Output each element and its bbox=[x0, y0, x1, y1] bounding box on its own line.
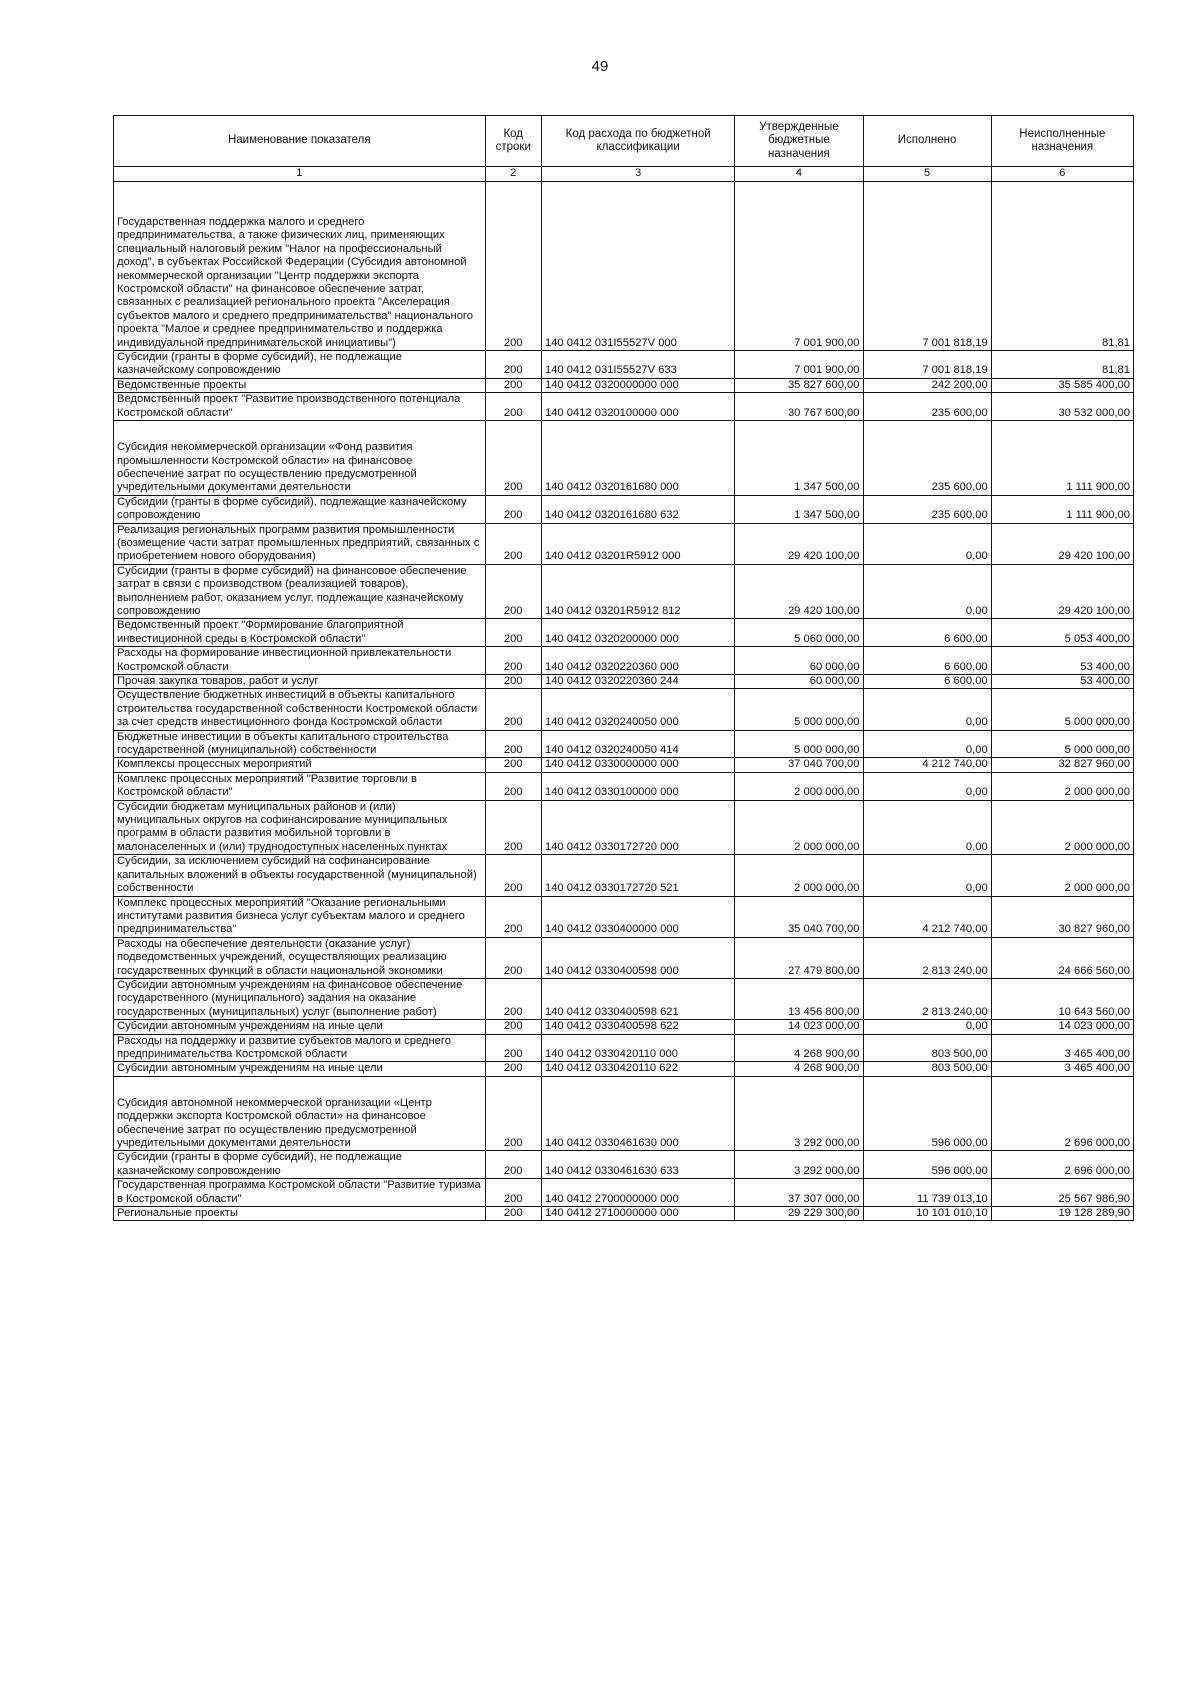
column-number: 2 bbox=[485, 167, 541, 182]
row-expense-code: 140 0412 031I55527V 000 bbox=[541, 182, 734, 351]
row-unexecuted: 14 023 000,00 bbox=[991, 1020, 1133, 1034]
row-approved: 7 001 900,00 bbox=[735, 182, 863, 351]
row-expense-code: 140 0412 0320200000 000 bbox=[541, 619, 734, 647]
row-line-code: 200 bbox=[485, 800, 541, 855]
row-unexecuted: 24 666 560,00 bbox=[991, 937, 1133, 978]
table-row bbox=[114, 378, 1134, 392]
row-executed: 596 000,00 bbox=[863, 1151, 991, 1179]
row-line-code: 200 bbox=[485, 1020, 541, 1034]
row-expense-code: 140 0412 0330400598 621 bbox=[541, 978, 734, 1019]
row-name: Расходы на обеспечение деятельности (оказание услуг) подведомственных учреждений, осуществляющих реализацию государственных функций в области национальной экономики bbox=[114, 937, 486, 978]
table-row bbox=[114, 978, 1134, 1019]
row-approved: 5 060 000,00 bbox=[735, 619, 863, 647]
row-approved: 30 767 600,00 bbox=[735, 393, 863, 421]
column-number: 4 bbox=[735, 167, 863, 182]
page-number: 49 bbox=[591, 58, 609, 75]
row-approved: 5 000 000,00 bbox=[735, 689, 863, 730]
row-line-code: 200 bbox=[485, 1179, 541, 1207]
row-approved: 2 000 000,00 bbox=[735, 772, 863, 800]
row-unexecuted: 29 420 100,00 bbox=[991, 564, 1133, 619]
row-unexecuted: 5 000 000,00 bbox=[991, 730, 1133, 758]
row-expense-code: 140 0412 0320220360 244 bbox=[541, 675, 734, 689]
row-approved: 37 040 700,00 bbox=[735, 758, 863, 772]
row-name: Государственная поддержка малого и среднего предпринимательства, а также физических лиц, применяющих специальный налоговый режим "Налог на профессиональный доход", в субъектах Российской Федерации (Субсидия автономной некоммерческой организации "Центр поддержки экспорта Костромской области" на финансовое обеспечение затрат, связанных с реализацией регионального проекта "Акселерация субъектов малого и среднего предпринимательства" национального проекта "Малое и среднее предпринимательство и поддержка индивидуальной предпринимательской инициативы") bbox=[114, 182, 486, 351]
row-executed: 0,00 bbox=[863, 730, 991, 758]
row-executed: 242 200,00 bbox=[863, 378, 991, 392]
row-approved: 13 456 800,00 bbox=[735, 978, 863, 1019]
row-line-code: 200 bbox=[485, 495, 541, 523]
header-expense-code: Код расхода по бюджетной классификации bbox=[541, 116, 734, 167]
row-line-code: 200 bbox=[485, 1062, 541, 1076]
row-executed: 235 600,00 bbox=[863, 495, 991, 523]
row-expense-code: 140 0412 0330400598 000 bbox=[541, 937, 734, 978]
row-executed: 7 001 818,19 bbox=[863, 182, 991, 351]
table-row bbox=[114, 772, 1134, 800]
header-name: Наименование показателя bbox=[114, 116, 486, 167]
row-approved: 14 023 000,00 bbox=[735, 1020, 863, 1034]
row-line-code: 200 bbox=[485, 978, 541, 1019]
row-executed: 0,00 bbox=[863, 564, 991, 619]
table-row bbox=[114, 1207, 1134, 1221]
row-line-code: 200 bbox=[485, 896, 541, 937]
row-line-code: 200 bbox=[485, 619, 541, 647]
row-name: Комплексы процессных мероприятий bbox=[114, 758, 486, 772]
row-name: Субсидии, за исключением субсидий на софинансирование капитальных вложений в объекты государственной (муниципальной) собственности bbox=[114, 855, 486, 896]
row-unexecuted: 25 567 986,90 bbox=[991, 1179, 1133, 1207]
row-line-code: 200 bbox=[485, 647, 541, 675]
row-expense-code: 140 0412 0330420110 622 bbox=[541, 1062, 734, 1076]
row-approved: 29 420 100,00 bbox=[735, 564, 863, 619]
table-row bbox=[114, 758, 1134, 772]
row-unexecuted: 2 000 000,00 bbox=[991, 772, 1133, 800]
row-approved: 7 001 900,00 bbox=[735, 351, 863, 379]
table-row bbox=[114, 1151, 1134, 1179]
row-unexecuted: 81,81 bbox=[991, 351, 1133, 379]
row-unexecuted: 32 827 960,00 bbox=[991, 758, 1133, 772]
table-row bbox=[114, 1020, 1134, 1034]
row-line-code: 200 bbox=[485, 1207, 541, 1221]
row-executed: 0,00 bbox=[863, 772, 991, 800]
row-executed: 2 813 240,00 bbox=[863, 978, 991, 1019]
row-line-code: 200 bbox=[485, 689, 541, 730]
column-number: 3 bbox=[541, 167, 734, 182]
table-row bbox=[114, 393, 1134, 421]
table-row bbox=[114, 689, 1134, 730]
row-line-code: 200 bbox=[485, 378, 541, 392]
row-approved: 29 229 300,00 bbox=[735, 1207, 863, 1221]
row-name: Государственная программа Костромской области "Развитие туризма в Костромской области" bbox=[114, 1179, 486, 1207]
table-row bbox=[114, 1179, 1134, 1207]
row-approved: 1 347 500,00 bbox=[735, 421, 863, 496]
row-unexecuted: 1 111 900,00 bbox=[991, 421, 1133, 496]
row-unexecuted: 1 111 900,00 bbox=[991, 495, 1133, 523]
header-approved: Утвержденные бюджетные назначения bbox=[735, 116, 863, 167]
row-unexecuted: 30 532 000,00 bbox=[991, 393, 1133, 421]
row-unexecuted: 81,81 bbox=[991, 182, 1133, 351]
row-name: Осуществление бюджетных инвестиций в объекты капитального строительства государственной собственности Костромской области за счет средств инвестиционного фонда Костромской области bbox=[114, 689, 486, 730]
row-name: Реализация региональных программ развития промышленности (возмещение части затрат промышленных предприятий, связанных с приобретением нового оборудования) bbox=[114, 523, 486, 564]
row-approved: 29 420 100,00 bbox=[735, 523, 863, 564]
table-row bbox=[114, 675, 1134, 689]
row-expense-code: 140 0412 0320000000 000 bbox=[541, 378, 734, 392]
row-expense-code: 140 0412 0320161680 000 bbox=[541, 421, 734, 496]
table-row bbox=[114, 800, 1134, 855]
row-executed: 235 600,00 bbox=[863, 393, 991, 421]
row-expense-code: 140 0412 0330420110 000 bbox=[541, 1034, 734, 1062]
row-executed: 0,00 bbox=[863, 523, 991, 564]
row-line-code: 200 bbox=[485, 855, 541, 896]
row-name: Прочая закупка товаров, работ и услуг bbox=[114, 675, 486, 689]
row-expense-code: 140 0412 0330000000 000 bbox=[541, 758, 734, 772]
row-name: Субсидии (гранты в форме субсидий), не подлежащие казначейскому сопровождению bbox=[114, 1151, 486, 1179]
row-unexecuted: 30 827 960,00 bbox=[991, 896, 1133, 937]
row-line-code: 200 bbox=[485, 1151, 541, 1179]
table-row bbox=[114, 937, 1134, 978]
row-name: Субсидии автономным учреждениям на финансовое обеспечение государственного (муниципального) задания на оказание государственных (муниципальных) услуг (выполнение работ) bbox=[114, 978, 486, 1019]
row-name: Субсидии бюджетам муниципальных районов и (или) муниципальных округов на софинансирование муниципальных программ в области развития мобильной торговли в малонаселенных и (или) труднодоступных населенных пунктах bbox=[114, 800, 486, 855]
row-executed: 2 813 240,00 bbox=[863, 937, 991, 978]
table-row bbox=[114, 495, 1134, 523]
row-approved: 27 479 800,00 bbox=[735, 937, 863, 978]
row-line-code: 200 bbox=[485, 564, 541, 619]
row-unexecuted: 2 000 000,00 bbox=[991, 855, 1133, 896]
row-unexecuted: 2 696 000,00 bbox=[991, 1151, 1133, 1179]
row-name: Субсидии автономным учреждениям на иные цели bbox=[114, 1020, 486, 1034]
row-expense-code: 140 0412 0320161680 632 bbox=[541, 495, 734, 523]
row-line-code: 200 bbox=[485, 523, 541, 564]
row-expense-code: 140 0412 0330172720 521 bbox=[541, 855, 734, 896]
row-name: Субсидия автономной некоммерческой организации «Центр поддержки экспорта Костромской области» на финансовое обеспечение затрат по осуществлению предусмотренной учредительными документами деятельности bbox=[114, 1076, 486, 1151]
row-unexecuted: 3 465 400,00 bbox=[991, 1034, 1133, 1062]
row-expense-code: 140 0412 0320220360 000 bbox=[541, 647, 734, 675]
row-expense-code: 140 0412 03201R5912 000 bbox=[541, 523, 734, 564]
row-expense-code: 140 0412 0320240050 414 bbox=[541, 730, 734, 758]
table-row bbox=[114, 1076, 1134, 1151]
table-row bbox=[114, 421, 1134, 496]
row-expense-code: 140 0412 03201R5912 812 bbox=[541, 564, 734, 619]
budget-execution-table bbox=[113, 115, 1134, 1221]
row-unexecuted: 19 128 289,90 bbox=[991, 1207, 1133, 1221]
row-expense-code: 140 0412 0320100000 000 bbox=[541, 393, 734, 421]
row-name: Субсидии (гранты в форме субсидий), подлежащие казначейскому сопровождению bbox=[114, 495, 486, 523]
row-executed: 235 600,00 bbox=[863, 421, 991, 496]
row-line-code: 200 bbox=[485, 351, 541, 379]
row-name: Ведомственный проект "Развитие производственного потенциала Костромской области" bbox=[114, 393, 486, 421]
row-name: Ведомственные проекты bbox=[114, 378, 486, 392]
row-unexecuted: 10 643 560,00 bbox=[991, 978, 1133, 1019]
row-approved: 2 000 000,00 bbox=[735, 800, 863, 855]
row-expense-code: 140 0412 0330100000 000 bbox=[541, 772, 734, 800]
row-executed: 0,00 bbox=[863, 800, 991, 855]
row-line-code: 200 bbox=[485, 1034, 541, 1062]
row-expense-code: 140 0412 0330172720 000 bbox=[541, 800, 734, 855]
row-approved: 4 268 900,00 bbox=[735, 1062, 863, 1076]
table-row bbox=[114, 1062, 1134, 1076]
row-line-code: 200 bbox=[485, 675, 541, 689]
row-executed: 0,00 bbox=[863, 1020, 991, 1034]
row-unexecuted: 5 000 000,00 bbox=[991, 689, 1133, 730]
row-expense-code: 140 0412 0330400000 000 bbox=[541, 896, 734, 937]
row-name: Расходы на поддержку и развитие субъектов малого и среднего предпринимательства Костромской области bbox=[114, 1034, 486, 1062]
table-row bbox=[114, 619, 1134, 647]
row-line-code: 200 bbox=[485, 393, 541, 421]
row-name: Субсидии автономным учреждениям на иные цели bbox=[114, 1062, 486, 1076]
row-unexecuted: 53 400,00 bbox=[991, 647, 1133, 675]
table-row bbox=[114, 1034, 1134, 1062]
row-unexecuted: 2 696 000,00 bbox=[991, 1076, 1133, 1151]
row-executed: 6 600,00 bbox=[863, 619, 991, 647]
table-row bbox=[114, 896, 1134, 937]
row-approved: 1 347 500,00 bbox=[735, 495, 863, 523]
header-unexecuted: Неисполненные назначения bbox=[991, 116, 1133, 167]
row-expense-code: 140 0412 2700000000 000 bbox=[541, 1179, 734, 1207]
row-expense-code: 140 0412 0330461630 633 bbox=[541, 1151, 734, 1179]
row-approved: 35 827 600,00 bbox=[735, 378, 863, 392]
row-name: Субсидии (гранты в форме субсидий) на финансовое обеспечение затрат в связи с производством (реализацией товаров), выполнением работ, оказанием услуг, подлежащие казначейскому сопровождению bbox=[114, 564, 486, 619]
column-number: 6 bbox=[991, 167, 1133, 182]
row-executed: 803 500,00 bbox=[863, 1034, 991, 1062]
row-name: Бюджетные инвестиции в объекты капитального строительства государственной (муниципальной) собственности bbox=[114, 730, 486, 758]
header-executed: Исполнено bbox=[863, 116, 991, 167]
row-approved: 60 000,00 bbox=[735, 675, 863, 689]
row-approved: 35 040 700,00 bbox=[735, 896, 863, 937]
row-unexecuted: 5 053 400,00 bbox=[991, 619, 1133, 647]
row-approved: 4 268 900,00 bbox=[735, 1034, 863, 1062]
row-executed: 4 212 740,00 bbox=[863, 758, 991, 772]
table-row bbox=[114, 855, 1134, 896]
row-expense-code: 140 0412 031I55527V 633 bbox=[541, 351, 734, 379]
row-unexecuted: 53 400,00 bbox=[991, 675, 1133, 689]
table-row bbox=[114, 564, 1134, 619]
row-line-code: 200 bbox=[485, 730, 541, 758]
row-executed: 6 600,00 bbox=[863, 647, 991, 675]
row-expense-code: 140 0412 0330461630 000 bbox=[541, 1076, 734, 1151]
row-unexecuted: 29 420 100,00 bbox=[991, 523, 1133, 564]
row-unexecuted: 35 585 400,00 bbox=[991, 378, 1133, 392]
row-executed: 4 212 740,00 bbox=[863, 896, 991, 937]
row-name: Комплекс процессных мероприятий "Развитие торговли в Костромской области" bbox=[114, 772, 486, 800]
row-line-code: 200 bbox=[485, 421, 541, 496]
row-unexecuted: 3 465 400,00 bbox=[991, 1062, 1133, 1076]
row-name: Субсидии (гранты в форме субсидий), не подлежащие казначейскому сопровождению bbox=[114, 351, 486, 379]
row-name: Ведомственный проект "Формирование благоприятной инвестиционной среды в Костромской области" bbox=[114, 619, 486, 647]
row-executed: 7 001 818,19 bbox=[863, 351, 991, 379]
table-row bbox=[114, 647, 1134, 675]
row-executed: 6 600,00 bbox=[863, 675, 991, 689]
row-name: Комплекс процессных мероприятий "Оказание региональными институтами развития бизнеса услуг субъектам малого и среднего предпринимательства" bbox=[114, 896, 486, 937]
row-expense-code: 140 0412 2710000000 000 bbox=[541, 1207, 734, 1221]
row-approved: 3 292 000,00 bbox=[735, 1151, 863, 1179]
row-line-code: 200 bbox=[485, 758, 541, 772]
row-line-code: 200 bbox=[485, 182, 541, 351]
table-row bbox=[114, 523, 1134, 564]
row-approved: 60 000,00 bbox=[735, 647, 863, 675]
row-unexecuted: 2 000 000,00 bbox=[991, 800, 1133, 855]
column-number: 5 bbox=[863, 167, 991, 182]
row-executed: 11 739 013,10 bbox=[863, 1179, 991, 1207]
row-executed: 0,00 bbox=[863, 855, 991, 896]
row-approved: 2 000 000,00 bbox=[735, 855, 863, 896]
table-row bbox=[114, 182, 1134, 351]
row-line-code: 200 bbox=[485, 937, 541, 978]
column-number: 1 bbox=[114, 167, 486, 182]
row-line-code: 200 bbox=[485, 1076, 541, 1151]
table-body bbox=[114, 182, 1134, 1221]
header-line-code: Код строки bbox=[485, 116, 541, 167]
row-approved: 5 000 000,00 bbox=[735, 730, 863, 758]
row-name: Региональные проекты bbox=[114, 1207, 486, 1221]
row-executed: 10 101 010,10 bbox=[863, 1207, 991, 1221]
row-approved: 37 307 000,00 bbox=[735, 1179, 863, 1207]
row-line-code: 200 bbox=[485, 772, 541, 800]
row-approved: 3 292 000,00 bbox=[735, 1076, 863, 1151]
row-executed: 596 000,00 bbox=[863, 1076, 991, 1151]
table-row bbox=[114, 730, 1134, 758]
table-row bbox=[114, 351, 1134, 379]
row-executed: 0,00 bbox=[863, 689, 991, 730]
row-executed: 803 500,00 bbox=[863, 1062, 991, 1076]
row-expense-code: 140 0412 0330400598 622 bbox=[541, 1020, 734, 1034]
column-number-row bbox=[114, 167, 1134, 182]
header-row bbox=[114, 116, 1134, 167]
row-name: Субсидия некоммерческой организации «Фонд развития промышленности Костромской области» на финансовое обеспечение затрат по осуществлению предусмотренной учредительными документами деятельности bbox=[114, 421, 486, 496]
row-name: Расходы на формирование инвестиционной привлекательности Костромской области bbox=[114, 647, 486, 675]
row-expense-code: 140 0412 0320240050 000 bbox=[541, 689, 734, 730]
